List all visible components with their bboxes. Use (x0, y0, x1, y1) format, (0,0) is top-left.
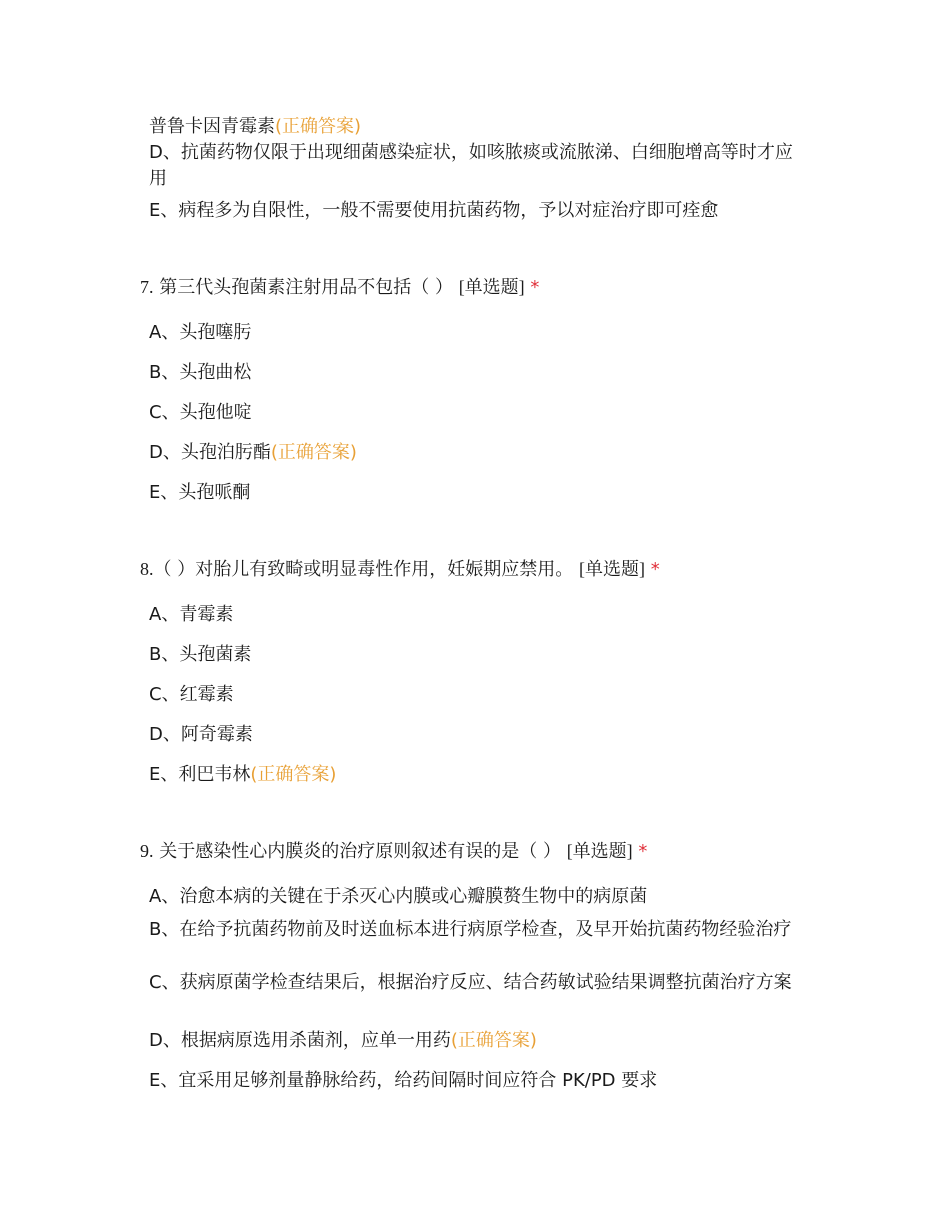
q7-option-b: B、头孢曲松 (149, 362, 252, 383)
required-mark: * (650, 559, 660, 580)
q9-option-b: B、在给予抗菌药物前及时送血标本进行病原学检查，及早开始抗菌药物经验治疗 (149, 919, 792, 940)
q8-option-a: A、青霉素 (149, 604, 234, 625)
correct-answer-label: (正确答案) (275, 116, 362, 137)
q6-option-c (149, 114, 809, 140)
correct-answer-label: (正确答案) (250, 764, 337, 785)
q9-option-a: A、治愈本病的关键在于杀灭心内膜或心瓣膜赘生物中的病原菌 (149, 886, 648, 907)
q7-option-a: A、头孢噻肟 (149, 322, 252, 343)
q7-text: 第三代头孢菌素注射用品不包括（ ） (153, 277, 453, 298)
q9-text: 关于感染性心内膜炎的治疗原则叙述有误的是（ ） (153, 841, 561, 862)
q9-option-c: C、获病原菌学检查结果后，根据治疗反应、结合药敏试验结果调整抗菌治疗方案 (149, 972, 792, 993)
q7-option-c: C、头孢他啶 (149, 402, 252, 423)
correct-answer-label: (正确答案) (450, 1030, 537, 1051)
q7-option-d (149, 440, 809, 466)
q9-title (140, 838, 840, 865)
q8-option-c: C、红霉素 (149, 684, 234, 705)
q8-type-tag: [单选题] (578, 559, 645, 579)
correct-answer-label: (正确答案) (270, 442, 357, 463)
q7-option-d-text: D、头孢泊肟酯 (149, 442, 271, 463)
q7-type-tag: [单选题] (458, 277, 525, 297)
q6-option-c-text: 普鲁卡因青霉素 (149, 116, 275, 137)
q8-option-e-text: E、利巴韦林 (149, 764, 251, 785)
q8-title (140, 556, 840, 583)
required-mark: * (638, 841, 648, 862)
q9-option-d-text: D、根据病原选用杀菌剂，应单一用药 (149, 1030, 451, 1051)
q8-option-d: D、阿奇霉素 (149, 724, 253, 745)
q7-title (140, 274, 840, 301)
q8-text: （ ）对胎儿有致畸或明显毒性作用，妊娠期应禁用。 (153, 559, 574, 580)
q9-option-d (149, 1028, 809, 1054)
q7-option-e: E、头孢哌酮 (149, 482, 251, 503)
q8-option-e (149, 762, 809, 788)
q9-type-tag: [单选题] (566, 841, 633, 861)
q7-number: 7. (140, 277, 154, 297)
q8-option-b: B、头孢菌素 (149, 644, 252, 665)
q6-option-d: D、抗菌药物仅限于出现细菌感染症状，如咳脓痰或流脓涕、白细胞增高等时才应用 (149, 142, 793, 189)
q8-number: 8. (140, 559, 154, 579)
q9-number: 9. (140, 841, 154, 861)
q6-option-e: E、病程多为自限性，一般不需要使用抗菌药物，予以对症治疗即可痊愈 (149, 200, 719, 221)
q9-option-e: E、宜采用足够剂量静脉给药，给药间隔时间应符合 PK/PD 要求 (149, 1070, 658, 1091)
required-mark: * (530, 277, 540, 298)
